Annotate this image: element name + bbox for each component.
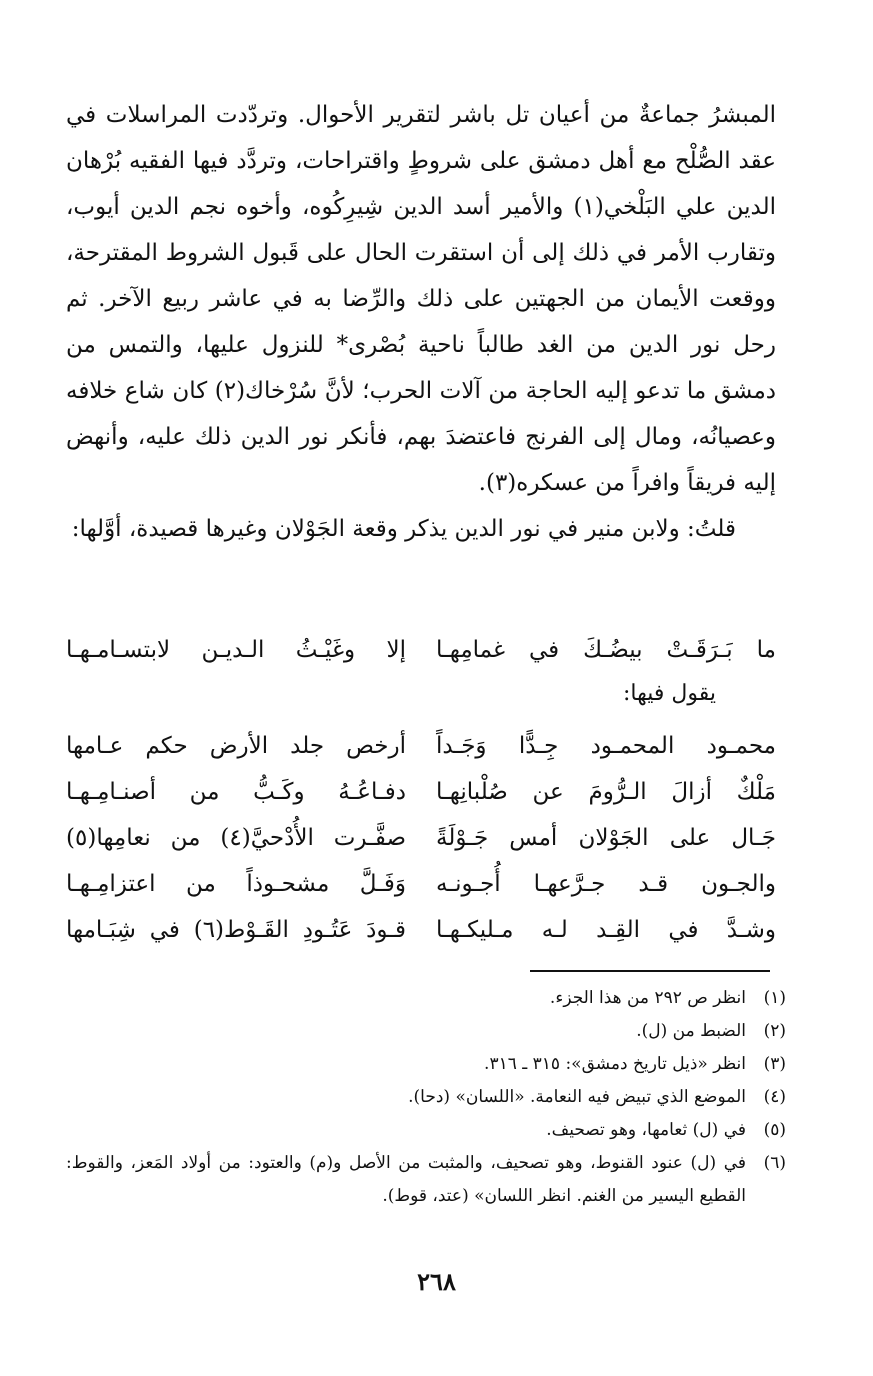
footnote-number: (١)	[763, 988, 786, 1008]
footnote	[66, 1048, 786, 1081]
page-number: ٢٦٨	[417, 1267, 456, 1296]
footnote-text: الموضع الذي تبيض فيه النعامة. «اللسان» (دحا).	[408, 1087, 746, 1107]
paragraph-1: المبشرُ جماعةٌ من أعيان تل باشر لتقرير الأحوال. وتردّدت المراسلات في عقد الصُّلْح مع أهل دمشق على شروطٍ واقتراحات، وتردَّد فيها الفقيه بُرْهان الدين علي البَلْخي(١) والأمير أسد الدين شِيرِكُوه، وأخوه نجم الدين أيوب، وتقارب الأمر في ذلك إلى أن استقرت الحال على قَبول الشروط المقترحة، ووقعت الأيمان من الجهتين على ذلك والرِّضا به في عاشر ربيع الآخر. ثم رحل نور الدين من الغد طالباً ناحية بُصْرى* للنزول عليها، والتمس من دمشق ما تدعو إليه الحاجة من آلات الحرب؛ لأنَّ سُرْخاك(٢) كان شاع خلافه وعصيانُه، ومال إلى الفرنج فاعتضدَ بهم، فأنكر نور الدين ذلك عليه، وأنهض إليه فريقاً وافراً من عسكره(٣).	[66, 102, 777, 496]
footnote-text: انظر ص ٢٩٢ من هذا الجزء.	[549, 988, 746, 1008]
footnote-number: (٥)	[763, 1120, 786, 1140]
footnote-number: (٣)	[763, 1054, 786, 1074]
verse-first-hemistich: مَلْكٌ أزالَ الـرُّومَ عن صُلْبانِهـا	[436, 779, 776, 805]
verse-first-hemistich: ما بَـرَقَـتْ بيضُـكَ في غمامِهـا	[436, 637, 776, 663]
main-text	[66, 92, 776, 552]
poem-verse	[66, 722, 776, 770]
verse-second-hemistich: قـودَ عَتُـودِ القَـوْط(٦) في شِبَـامها	[66, 917, 406, 943]
poem-verse	[66, 768, 776, 816]
footnote-number: (٢)	[763, 1021, 786, 1041]
poem-verse	[66, 860, 776, 908]
verse-first-hemistich: وشـدَّ في القِـد لـه مـليكـهـا	[436, 917, 776, 943]
footnote	[66, 982, 786, 1015]
verse-second-hemistich: دفـاعُـهُ وكَـبُّ من أصنـامِـهـا	[66, 779, 406, 805]
poem-verse	[66, 906, 776, 954]
footnote-text: في (ل) عنود القنوط، وهو تصحيف، والمثبت من الأصل و(م) والعتود: من أولاد المَعز، والقوط: القطيع اليسير من الغنم. انظر اللسان» (عتد، قوط).	[66, 1153, 746, 1206]
verse-first-hemistich: محمـود المحمـود جِـدًّا وَجَـداً	[436, 733, 776, 759]
footnotes	[66, 982, 786, 1213]
poem-opening-verse	[66, 626, 776, 674]
footnote	[66, 1015, 786, 1048]
footnote	[66, 1114, 786, 1147]
verse-second-hemistich: وَفَـلَّ مشحـوذاً من اعتزامِـهـا	[66, 871, 406, 897]
footnote-divider	[530, 970, 770, 972]
footnote-number: (٤)	[763, 1087, 786, 1107]
footnote-text: في (ل) ثعامها، وهو تصحيف.	[546, 1120, 746, 1140]
verse-second-hemistich: إلا وغَيْـثُ الـديـن لابتسـامـهـا	[66, 637, 406, 663]
footnote	[66, 1147, 786, 1213]
poem-label: يقول فيها:	[622, 681, 716, 706]
verse-second-hemistich: صفَّـرت الأُدْحيَّ(٤) من نعامِها(٥)	[66, 825, 406, 851]
footnote-text: انظر «ذيل تاريخ دمشق»: ٣١٥ ـ ٣١٦.	[484, 1054, 746, 1074]
footnote-number: (٦)	[763, 1153, 786, 1173]
footnote	[66, 1081, 786, 1114]
verse-second-hemistich: أرخص جلد الأرض حكم عـامها	[66, 733, 406, 759]
poem-verse	[66, 814, 776, 862]
paragraph-2: قلتُ: ولابن منير في نور الدين يذكر وقعة الجَوْلان وغيرها قصيدة، أوَّلها:	[71, 516, 736, 542]
verse-first-hemistich: والجـون قـد جـرَّعهـا أُجـونـه	[436, 871, 776, 897]
verse-first-hemistich: جَـال على الجَوْلان أمس جَـوْلَةً	[436, 825, 776, 851]
footnote-text: الضبط من (ل).	[636, 1021, 746, 1041]
